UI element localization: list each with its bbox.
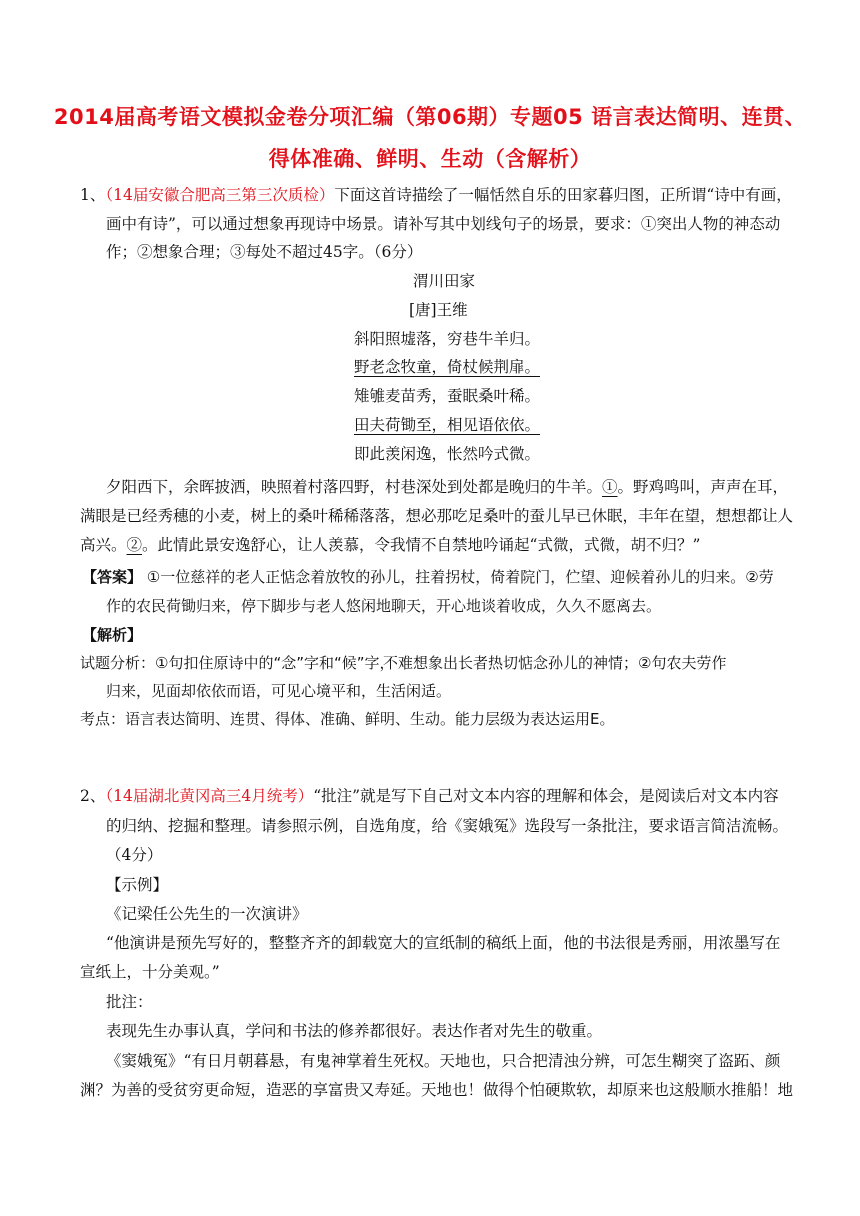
poem-line-underlined: 野老念牧童，倚杖候荆扉。 — [354, 358, 541, 376]
question-stem: “批注”就是写下自己对文本内容的理解和体会，是阅读后对文本内容 — [313, 787, 779, 805]
answer-text: ①一位慈祥的老人正惦念着放牧的孙儿，拄着拐杖，倚着院门，伫望、迎候着孙儿的归来。②劳 — [146, 568, 774, 586]
paragraph-text: 夕阳西下，余晖披洒，映照着村落四野，村巷深处到处都是晚归的牛羊。 — [106, 478, 603, 496]
question-source: （14届安徽合肥高三第三次质检） — [105, 186, 335, 204]
paragraph-line2: 满眼是已经秀穗的小麦，树上的桑叶稀稀落落，想必那吃足桑叶的蚕儿早已休眠，丰年在望，想想都让人 — [80, 507, 794, 525]
blank-marker-2: ② — [126, 536, 143, 554]
paragraph-text: 。此情此景安逸舒心，让人羡慕，令我情不自禁地吟诵起“式微，式微，胡不归？” — [142, 536, 701, 554]
question-2-line2: 的归纳、挖掘和整理。请参照示例，自选角度，给《窦娥冤》选段写一条批注，要求语言简洁流畅。 — [106, 817, 789, 835]
analysis-line2: 归来，见面却依依而语，可见心境平和，生活闲适。 — [106, 682, 452, 700]
kaodian-line: 考点：语言表达简明、连贯、得体、准确、鲜明、生动。能力层级为表达运用E。 — [80, 710, 615, 728]
question-source: （14届湖北黄冈高三4月统考） — [105, 787, 314, 805]
analysis-line1-part2: 不难想象出长者热切惦念孙儿的神情；②句农夫劳作 — [383, 654, 727, 672]
paragraph-text: 。野鸡鸣叫，声声在耳， — [617, 478, 789, 496]
example-line2: 宣纸上，十分美观。” — [80, 963, 220, 981]
question-number: 2、 — [80, 787, 106, 805]
poem-line: 雉雊麦苗秀，蚕眠桑叶稀。 — [354, 387, 541, 405]
example-title: 《记梁任公先生的一次演讲》 — [106, 905, 308, 923]
question-2-line1 — [80, 785, 779, 807]
note-text: 表现先生办事认真，学问和书法的修养都很好。表达作者对先生的敬重。 — [106, 1022, 603, 1040]
question-number: 1、 — [80, 186, 106, 204]
note-label: 批注： — [106, 993, 153, 1011]
document-title-line1: 2014届高考语文模拟金卷分项汇编（第06期）专题05 语言表达简明、连贯、 — [53, 105, 807, 129]
poem-title: 渭川田家 — [413, 272, 476, 290]
answer-label: 【答案】 — [82, 568, 143, 586]
poem-line-underlined: 田夫荷锄至，相见语依依。 — [354, 416, 541, 434]
analysis-line1-part1: 试题分析：①句扣住原诗中的“念”字和“候”字， — [80, 654, 395, 672]
answer-line1 — [82, 566, 774, 588]
question-stem: 下面这首诗描绘了一幅恬然自乐的田家暮归图，正所谓“诗中有画， — [334, 186, 792, 204]
paragraph-text: 高兴。 — [80, 536, 127, 554]
question-1-line1 — [80, 184, 792, 206]
blank-marker-1: ① — [602, 478, 618, 496]
question-1-line2: 画中有诗”，可以通过想象再现诗中场景。请补写其中划线句子的场景，要求：①突出人物的神态动 — [106, 215, 781, 233]
question-1-line3: 作；②想象合理；③每处不超过45字。（6分） — [106, 243, 423, 261]
paragraph-line1 — [106, 476, 788, 498]
passage-line2: 渊？为善的受贫穷更命短，造恶的享富贵又寿延。天地也！做得个怕硬欺软，却原来也这般顺水推船！地 — [80, 1081, 794, 1099]
example-label: 【示例】 — [106, 876, 169, 894]
poem-line: 即此羡闲逸，怅然吟式微。 — [354, 445, 541, 463]
paragraph-line3 — [80, 534, 700, 556]
poem-line: 斜阳照墟落，穷巷牛羊归。 — [354, 330, 541, 348]
passage-line1: 《窦娥冤》“有日月朝暮悬，有鬼神掌着生死权。天地也，只合把清浊分辨，可怎生糊突了盗跖、颜 — [106, 1052, 781, 1070]
answer-line2: 作的农民荷锄归来，停下脚步与老人悠闲地聊天，开心地谈着收成，久久不愿离去。 — [106, 597, 662, 615]
document-title-line2: 得体准确、鲜明、生动（含解析） — [268, 147, 592, 171]
question-2-score: （4分） — [106, 846, 163, 864]
example-line1: “他演讲是预先写好的，整整齐齐的卸载宽大的宣纸制的稿纸上面，他的书法很是秀丽，用浓墨写在 — [106, 934, 781, 952]
poem-author: [唐]王维 — [409, 301, 468, 319]
analysis-label: 【解析】 — [82, 626, 143, 644]
